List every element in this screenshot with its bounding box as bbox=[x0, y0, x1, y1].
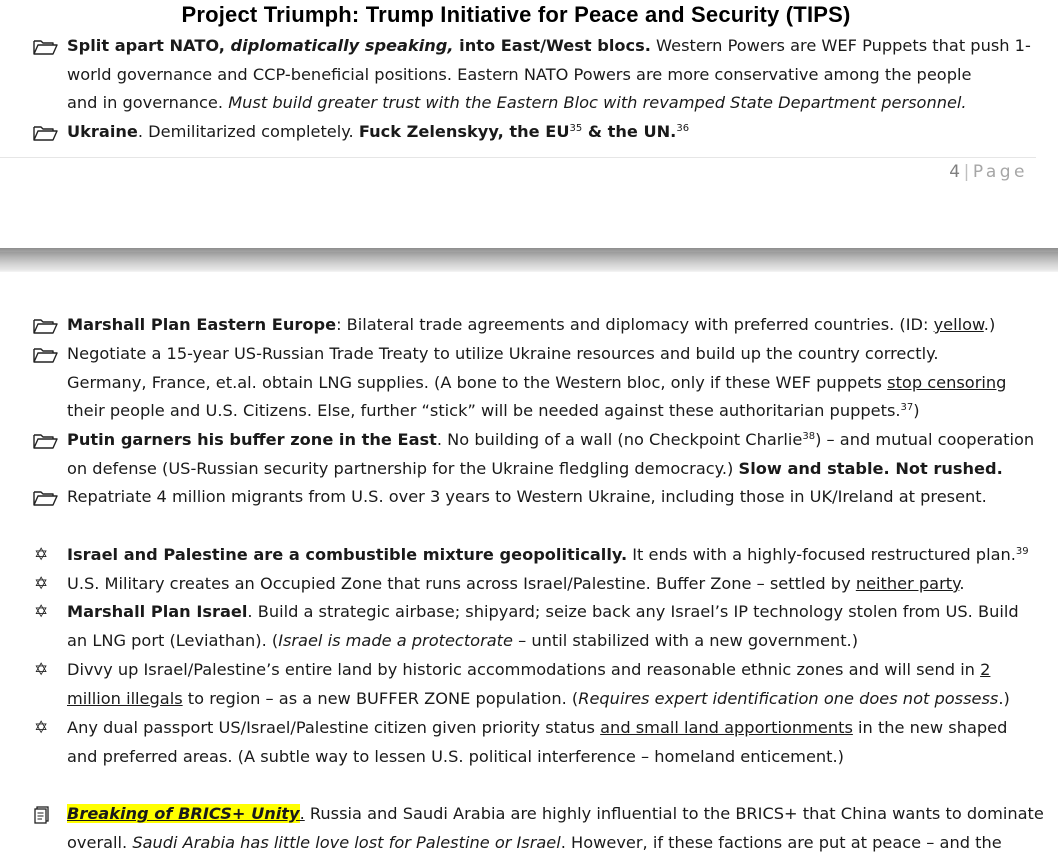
body-text: their people and U.S. Citizens. Else, further “stick” will be needed against these authoritarian puppets. bbox=[67, 401, 901, 421]
underlined-text: million illegals bbox=[67, 688, 183, 708]
paragraph-putin-buffer bbox=[67, 426, 1035, 483]
footnote-ref[interactable]: 35 bbox=[569, 123, 583, 134]
body-text: Germany, France, et.al. obtain LNG supplies. (A bone to the Western bloc, only if these WEF puppets bbox=[67, 372, 888, 392]
folder-icon bbox=[32, 345, 60, 365]
star-of-david-icon: ✡ bbox=[34, 660, 49, 680]
bold-italic-text: diplomatically speaking, bbox=[224, 36, 454, 55]
body-text: – until stabilized with a new government.) bbox=[512, 630, 859, 650]
underlined-text: 2 bbox=[980, 660, 991, 679]
body-text: an LNG port (Leviathan). ( bbox=[67, 630, 279, 650]
italic-text: Requires expert identification one does not possess bbox=[578, 688, 999, 708]
body-text: Western Powers are WEF Puppets that push 1- bbox=[650, 36, 1031, 55]
body-text: . bbox=[299, 804, 305, 823]
folder-icon bbox=[32, 316, 60, 336]
body-text: to region – as a new BUFFER ZONE population. ( bbox=[182, 688, 579, 708]
paragraph-repatriate bbox=[67, 483, 1030, 512]
body-text: . No building of a wall (no Checkpoint Charlie bbox=[436, 430, 803, 449]
body-text: . Demilitarized completely. bbox=[137, 122, 359, 141]
body-text: . bbox=[959, 574, 965, 593]
body-text: Any dual passport US/Israel/Palestine citizen given priority status bbox=[67, 718, 601, 737]
star-of-david-icon: ✡ bbox=[34, 602, 49, 622]
bold-text: Split apart NATO, bbox=[67, 36, 225, 55]
italic-text: Israel is made a protectorate bbox=[278, 630, 513, 650]
paragraph-divvy-up bbox=[67, 656, 1030, 713]
bold-text: Slow and stable. Not rushed. bbox=[738, 458, 1003, 478]
paragraph-marshall-eastern-europe bbox=[67, 311, 1030, 340]
folder-icon bbox=[32, 431, 60, 451]
paragraph-occupied-zone bbox=[67, 570, 1030, 599]
body-text: on defense (US-Russian security partnership for the Ukraine fledgling democracy.) bbox=[67, 458, 739, 478]
body-text: It ends with a highly-focused restructured plan. bbox=[627, 545, 1016, 564]
underlined-text: stop censoring bbox=[887, 372, 1007, 392]
separator: | bbox=[963, 162, 970, 182]
body-text: overall. bbox=[67, 832, 133, 852]
bold-text: Marshall Plan Israel bbox=[67, 602, 248, 621]
star-of-david-icon: ✡ bbox=[34, 718, 49, 738]
body-text: .) bbox=[983, 315, 996, 334]
star-of-david-icon: ✡ bbox=[34, 545, 49, 565]
underlined-text: and small land apportionments bbox=[600, 718, 853, 737]
body-text: ) bbox=[913, 401, 920, 421]
document-icon bbox=[32, 805, 60, 825]
body-text: : Bilateral trade agreements and diplomacy with preferred countries. (ID: bbox=[336, 315, 934, 334]
body-text: Russia and Saudi Arabia are highly influential to the BRICS+ that China wants to dominate bbox=[304, 804, 1044, 823]
page-break-gap bbox=[0, 248, 1058, 272]
italic-text: Saudi Arabia has little love lost for Palestine or Israel bbox=[132, 832, 561, 852]
underlined-text: neither party bbox=[855, 574, 960, 593]
highlighted-text: Breaking of BRICS+ Unity bbox=[67, 804, 300, 823]
footer-divider bbox=[0, 157, 1036, 158]
paragraph-marshall-israel bbox=[67, 598, 1030, 655]
page-number: 4 bbox=[949, 162, 961, 182]
star-of-david-icon: ✡ bbox=[34, 574, 49, 594]
paragraph-trade-treaty bbox=[67, 340, 1030, 426]
body-text: and in governance. bbox=[67, 93, 229, 113]
footnote-ref[interactable]: 36 bbox=[676, 123, 690, 134]
footnote-ref[interactable]: 39 bbox=[1015, 546, 1029, 557]
folder-icon bbox=[32, 37, 60, 57]
paragraph-split-nato bbox=[67, 32, 1030, 118]
bold-text: Israel and Palestine are a combustible mixture geopolitically. bbox=[67, 545, 628, 564]
paragraph-ukraine bbox=[67, 118, 1030, 147]
bold-text: Putin garners his buffer zone in the East bbox=[67, 430, 437, 449]
body-text: U.S. Military creates an Occupied Zone that runs across Israel/Palestine. Buffer Zone – settled by bbox=[67, 574, 856, 593]
page-label: Page bbox=[972, 162, 1028, 182]
body-text: . However, if these factions are put at peace – and the bbox=[560, 832, 1002, 852]
page-number-footer bbox=[949, 162, 1028, 182]
bold-text: Marshall Plan Eastern Europe bbox=[67, 315, 337, 334]
body-text: . Build a strategic airbase; shipyard; seize back any Israel’s IP technology stolen from US. Build bbox=[247, 602, 1019, 621]
paragraph-israel-palestine bbox=[67, 541, 1030, 570]
body-text: world governance and CCP-beneficial positions. Eastern NATO Powers are more conservative among the people bbox=[67, 64, 972, 84]
underlined-text: yellow bbox=[933, 315, 984, 334]
bold-text: Fuck Zelenskyy, the EU bbox=[358, 122, 570, 141]
italic-text: Must build greater trust with the Eastern Bloc with revamped State Department personnel. bbox=[228, 93, 967, 113]
body-text: and preferred areas. (A subtle way to lessen U.S. political interference – homeland enticement.) bbox=[67, 746, 844, 766]
paragraph-brics bbox=[67, 800, 1044, 857]
body-text: Divvy up Israel/Palestine’s entire land by historic accommodations and reasonable ethnic zones and will send in bbox=[67, 660, 981, 679]
bold-text: into East/West blocs. bbox=[453, 36, 651, 55]
body-text: ) – and mutual cooperation bbox=[815, 430, 1035, 449]
folder-icon bbox=[32, 123, 60, 143]
body-text: in the new shaped bbox=[852, 718, 1008, 737]
body-text: .) bbox=[998, 688, 1010, 708]
body-text: Repatriate 4 million migrants from U.S. over 3 years to Western Ukraine, including those in UK/Ireland at present. bbox=[67, 487, 987, 506]
footnote-ref[interactable]: 37 bbox=[900, 402, 914, 414]
bold-text: & the UN. bbox=[582, 122, 677, 141]
paragraph-dual-passport bbox=[67, 714, 1030, 771]
footnote-ref[interactable]: 38 bbox=[802, 431, 816, 442]
body-text: Negotiate a 15-year US-Russian Trade Treaty to utilize Ukraine resources and build up the country correctly. bbox=[67, 344, 939, 363]
document-title: Project Triumph: Trump Initiative for Peace and Security (TIPS) bbox=[181, 2, 851, 27]
folder-icon bbox=[32, 488, 60, 508]
bold-text: Ukraine bbox=[67, 122, 138, 141]
